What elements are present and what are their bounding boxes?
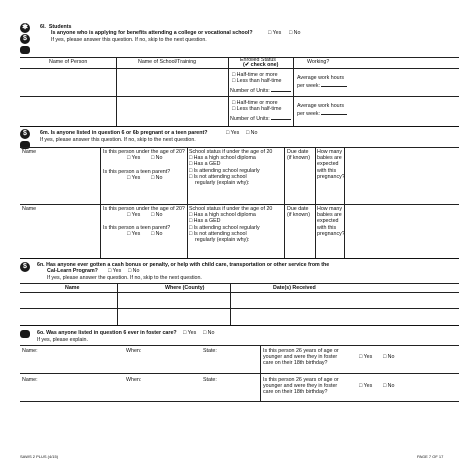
question-6l-title: 6l. Students [40,24,72,30]
question-6n-instruction: If yes, please answer the question. If no, skip to the next question. [47,275,202,281]
question-6l-yes[interactable]: □ Yes [268,30,282,36]
foster-age-question-1: Is this person 26 years of age or younger and were they in foster care on their 18th birthday? [263,348,339,367]
foster-name-1[interactable]: Name: [22,348,38,354]
foster-when-1[interactable]: When: [126,348,142,354]
cash-aid-icon: $ [20,129,30,139]
foster-state-1[interactable]: State: [203,348,217,354]
teen-parent-yes-2[interactable]: □ Yes [127,231,141,237]
status-less-half-1[interactable]: □ Less than half-time [232,78,282,84]
header-6n-dates: Date(s) Received [273,285,316,291]
header-working: Working? [307,59,330,65]
babies-expected-2[interactable]: How many babies are expected with this pregnancy? [317,206,345,237]
header-check-one: (✔ check one) [243,62,279,68]
question-6n-no[interactable]: □ No [128,268,140,274]
question-6n-text-2: Cal-Learn Program? [47,268,98,274]
name-label-6m-1: Name [22,149,37,155]
foster-age-yes-2[interactable]: □ Yes [359,383,373,389]
foster-age-no-1[interactable]: □ No [383,354,395,360]
babies-expected-1[interactable]: How many babies are expected with this pregnancy? [317,149,345,180]
units-field-1[interactable]: Number of Units: [230,86,291,94]
status-half-time-1[interactable]: □ Half-time or more [232,72,278,78]
question-6m-text: 6m. Is anyone listed in question 6 or 6b pregnant or a teen parent? [40,130,208,136]
foster-name-2[interactable]: Name: [22,377,38,383]
school-status-2: School status if under the age of 20 □ Has a high school diploma □ Has a GED □ Is attending school regularly □ Is not attending school regularly (explain why): [189,206,273,244]
header-name-of-person: Name of Person [49,59,88,65]
header-6n-county: Where (County) [165,285,205,291]
question-6o-text: 6o. Was anyone listed in question 6 ever in foster care? [37,330,177,336]
foster-age-no-2[interactable]: □ No [383,383,395,389]
question-6l-text: Is anyone who is applying for benefits attending a college or vocational school? [51,30,253,36]
foster-state-2[interactable]: State: [203,377,217,383]
header-name-of-school: Name of School/Training [138,59,197,65]
question-6m-instruction: If yes, please answer this question. If no, skip to the next question. [40,137,196,143]
teen-parent-question-2: Is this person a teen parent? [103,225,171,231]
question-6l-instruction: If yes, please answer this question. If no, skip to the next question. [51,37,207,43]
due-date-1[interactable]: Due date (if known) [287,149,310,162]
question-6n-text: 6n. Has anyone ever gotten a cash bonus or penalty, or help with child care, transportation or other service from the [37,262,330,268]
foster-when-2[interactable]: When: [126,377,142,383]
calfresh-icon: ✱ [20,23,30,33]
under-20-question-2: Is this person under the age of 20? [103,206,185,212]
under-20-yes-2[interactable]: □ Yes [127,212,141,218]
page-number-footer: PAGE 7 OF 17 [417,454,444,459]
foster-age-yes-1[interactable]: □ Yes [359,354,373,360]
teen-parent-yes-1[interactable]: □ Yes [127,175,141,181]
due-date-2[interactable]: Due date (if known) [287,206,310,219]
foster-age-question-2: Is this person 26 years of age or younger and were they in foster care on their 18th birthday? [263,377,339,396]
question-6n-yes[interactable]: □ Yes [108,268,122,274]
medi-cal-icon [20,46,30,54]
header-6n-name: Name [65,285,80,291]
name-label-6m-2: Name [22,206,37,212]
under-20-no-2[interactable]: □ No [151,212,163,218]
question-6o-no[interactable]: □ No [203,330,215,336]
cash-aid-icon: $ [20,262,30,272]
teen-parent-question-1: Is this person a teen parent? [103,169,171,175]
question-6m-yes[interactable]: □ Yes [226,130,240,136]
work-hours-field-2[interactable]: per week: [297,109,347,117]
header-enrolled-status: Enrolled Status [240,57,276,63]
medi-cal-icon [20,330,30,338]
work-hours-label-1: Average work hours [297,75,345,81]
question-6o-yes[interactable]: □ Yes [183,330,197,336]
units-field-2[interactable]: Number of Units: [230,114,291,122]
form-id-footer: SAWS 2 PLUS (4/15) [20,454,59,459]
question-6l-no[interactable]: □ No [289,30,301,36]
status-less-half-2[interactable]: □ Less than half-time [232,106,282,112]
question-6o-instruction: If yes, please explain. [37,337,88,343]
cash-aid-icon: $ [20,34,30,44]
school-status-1: School status if under the age of 20 □ Has a high school diploma □ Has a GED □ Is attending school regularly □ Is not attending school regularly (explain why): [189,149,273,187]
under-20-no-1[interactable]: □ No [151,155,163,161]
teen-parent-no-1[interactable]: □ No [151,175,163,181]
teen-parent-no-2[interactable]: □ No [151,231,163,237]
work-hours-field-1[interactable]: per week: [297,81,347,89]
work-hours-label-2: Average work hours [297,103,345,109]
under-20-question-1: Is this person under the age of 20? [103,149,185,155]
status-half-time-2[interactable]: □ Half-time or more [232,100,278,106]
question-6m-no[interactable]: □ No [246,130,258,136]
under-20-yes-1[interactable]: □ Yes [127,155,141,161]
